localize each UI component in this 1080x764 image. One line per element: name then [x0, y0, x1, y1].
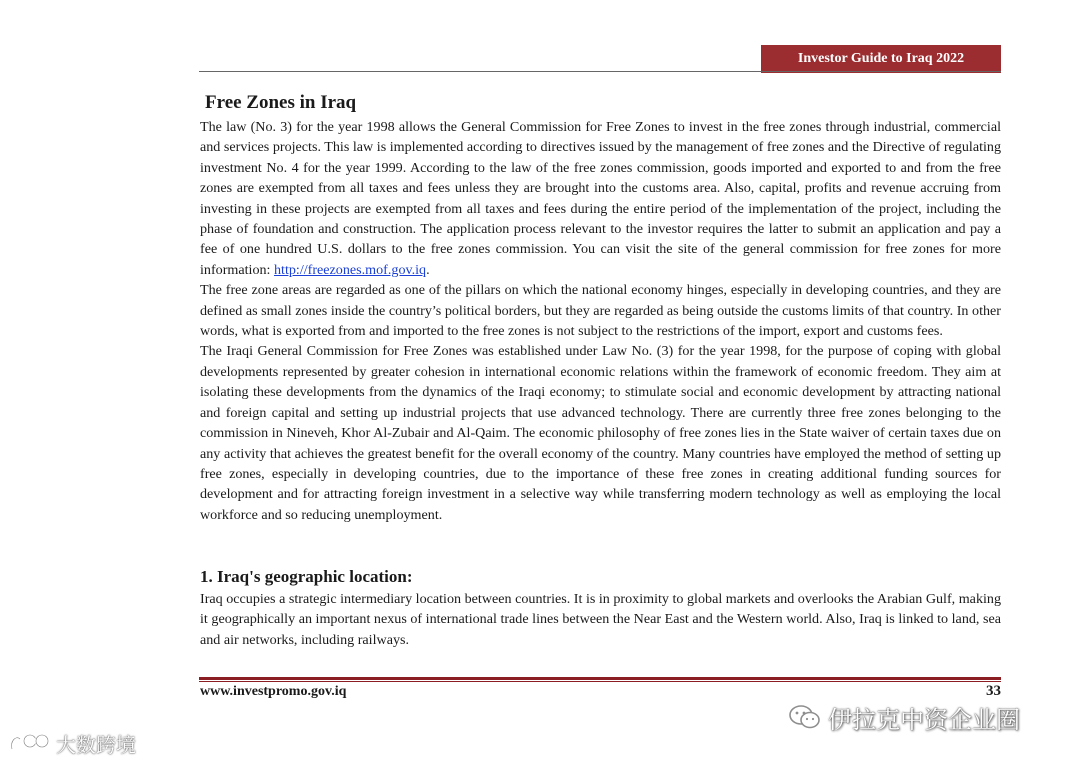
header-badge [761, 45, 1001, 73]
header-rule [199, 71, 1001, 72]
section-heading: 1. Iraq's geographic location: [200, 567, 413, 586]
freezones-link[interactable]: http://freezones.mof.gov.iq [273, 261, 427, 278]
wechat-icon [788, 703, 822, 731]
location-body [200, 589, 1001, 650]
watermark-left [8, 728, 136, 758]
main-body [200, 117, 1001, 525]
watermark-right [788, 700, 1020, 734]
paragraph-3: The Iraqi General Commission for Free Zones was established under Law No. (3) for the year 1998, for the purpose of coping with global developments represented by greater cohesion in international economic relations within the framework of economic freedom. They aim at isolating these developments from the dynamics of the Iraqi economy; to stimulate social and economic development by attracting national and foreign capital and setting up industrial projects that use advanced technology. There are currently three free zones belonging to the commission in Nineveh, Khor Al-Zubair and Al-Qaim. The economic philosophy of free zones lies in the State waiver of certain taxes due on any activity that achieves the greatest benefit for the overall economy of the country. Many countries have employed the method of setting up free zones, especially in developing countries, due to the importance of these free zones in creating additional funding sources for development and for attracting foreign investment in a selective way while transferring modern technology as well as employing the local workforce and so reducing unemployment. [200, 343, 1001, 523]
paragraph-1-end: . [426, 261, 430, 278]
paragraph-1 [200, 117, 1001, 280]
page-number: 33 [986, 683, 1001, 699]
footer-rule-thin [199, 681, 1001, 682]
header-badge-text: Investor Guide to Iraq 2022 [797, 51, 965, 66]
paragraph-1-text: The law (No. 3) for the year 1998 allows the General Commission for Free Zones to invest in the free zones through industrial, commercial and services projects. This law is implemented according to directives issued by the management of free zones and the Directive of regulating investment No. 4 for the year 1999. According to the law of the free zones commission, goods imported and exported to and from the free zones are exempted from all taxes and fees unless they are brought into the customs area. Also, capital, profits and revenue accruing from investing in these projects are exempted from all taxes and fees during the entire period of the implementation of the project, including the phase of foundation and construction. The application process relevant to the investor requires the latter to submit an application and pay a fee of one hundred U.S. dollars to the free zones commission. You can visit the site of the general commission for free zones for more information: [200, 119, 1001, 278]
page-title: Free Zones in Iraq [205, 92, 357, 113]
logo-icon [8, 731, 52, 755]
location-paragraph: Iraq occupies a strategic intermediary location between countries. It is in proximity to global markets and overlooks the Arabian Gulf, making it geographically an important nexus of international trade lines between the Near East and the Western world. Also, Iraq is linked to land, sea and air networks, including railways. [200, 591, 1001, 648]
footer-url: www.investpromo.gov.iq [200, 684, 347, 699]
paragraph-2: The free zone areas are regarded as one of the pillars on which the national economy hinges, especially in developing countries, and they are defined as small zones inside the country’s political borders, but they are regarded as being outside the customs limits of that country. In other words, what is exported from and imported to the free zones is not subject to the restrictions of the import, export and customs fees. [200, 282, 1001, 340]
footer-rule-thick [199, 677, 1001, 680]
watermark-left-text: 大数跨境 [56, 732, 136, 757]
watermark-right-text: 伊拉克中资企业圈 [828, 705, 1020, 734]
